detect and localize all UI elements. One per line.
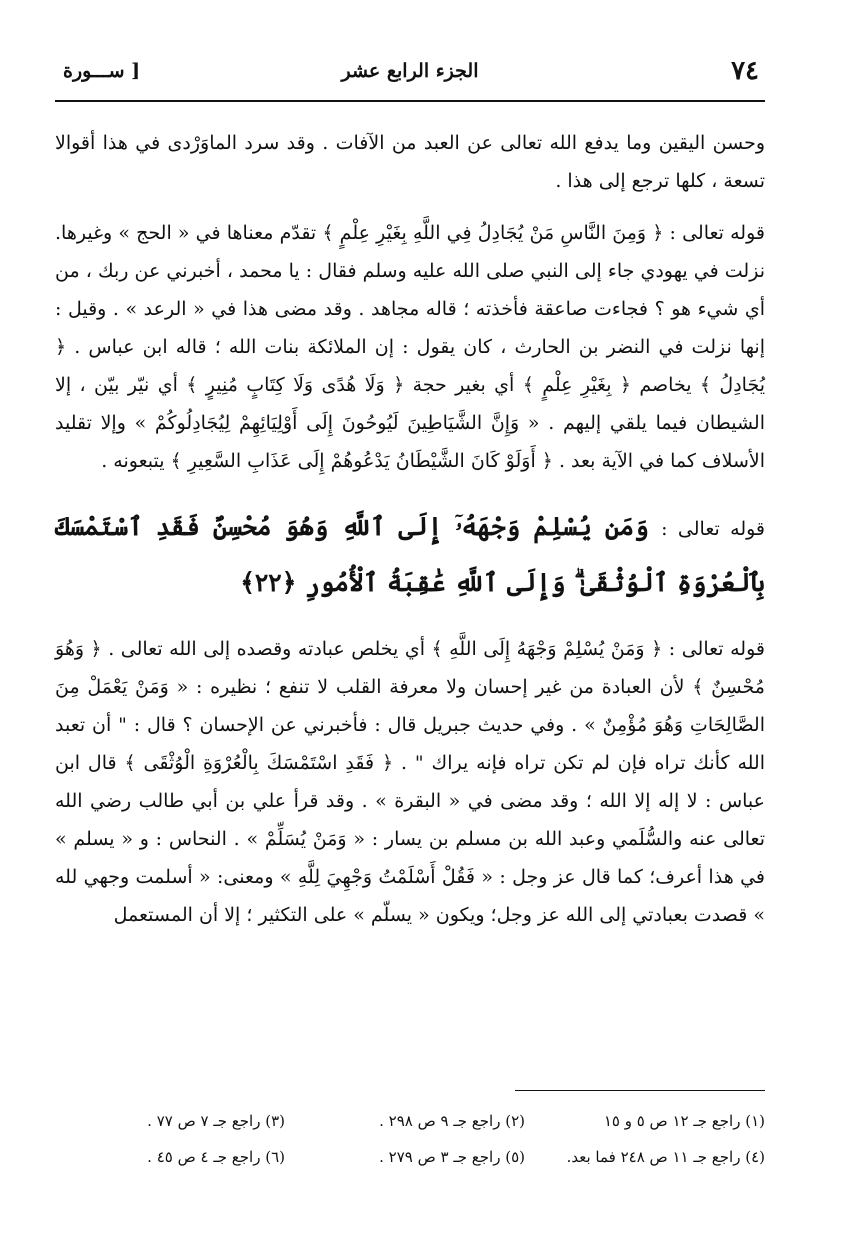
page-header — [55, 50, 765, 102]
paragraph-intro: وحسن اليقين وما يدفع الله تعالى عن العبد من الآفات . وقد سرد الماوَرْدى في هذا أقوالا تسعة ، كلها ترجع إلى هذا . — [55, 132, 765, 192]
footnote-6: (٦) راجع جـ ٤ ص ٤٥ . — [147, 1148, 285, 1166]
book-page — [55, 50, 765, 1200]
verse-text: وَمَن يُسْلِمْ وَجْهَهُۥٓ إِلَى ٱللَّهِ وَهُوَ مُحْسِنٌ فَقَدِ ٱسْتَمْسَكَ بِٱلْعُرْوَةِ ٱلْوُثْقَىٰ ۗ وَإِلَى ٱللَّهِ عَٰقِبَةُ ٱلْأُمُورِ ﴿٢٢﴾ — [55, 512, 765, 597]
paragraph-commentary-verse-20: قوله تعالى : ﴿ وَمِنَ النَّاسِ مَنْ يُجَادِلُ فِي اللَّهِ بِغَيْرِ عِلْمٍ ﴾ تقدّم معناها في « الحج » وغيرها. نزلت في يهودي جاء إلى النبي صلى الله عليه وسلم فقال : يا محمد ، أخبرني عن ربك ، من أي شيء هو ؟ فجاءت صاعقة فأخذته ؛ قاله مجاهد . وقد مضى هذا في « الرعد » . وقيل : إنها نزلت في النضر بن الحارث ، كان يقول : إن الملائكة بنات الله ؛ قاله ابن عباس . ﴿ يُجَادِلُ ﴾ يخاصم ﴿ بِغَيْرِ عِلْمٍ ﴾ أي بغير حجة ﴿ وَلَا هُدًى وَلَا كِتَابٍ مُنِيرٍ ﴾ أي نيّر بيّن ، إلا الشيطان فيما يلقي إليهم . « وَإِنَّ الشَّيَاطِينَ لَيُوحُونَ إِلَى أَوْلِيَائِهِمْ لِيُجَادِلُوكُمْ » وإلا تقليد الأسلاف كما في الآية بعد . ﴿ أَوَلَوْ كَانَ الشَّيْطَانُ يَدْعُوهُمْ إِلَى عَذَابِ السَّعِيرِ ﴾ يتبعونه . — [55, 222, 765, 472]
footnote-2: (٢) راجع جـ ٩ ص ٢٩٨ . — [379, 1112, 525, 1130]
footnote-3: (٣) راجع جـ ٧ ص ٧٧ . — [147, 1112, 285, 1130]
surah-label: [ ســـورة — [63, 60, 141, 82]
footnote-5: (٥) راجع جـ ٣ ص ٢٧٩ . — [379, 1148, 525, 1166]
body-text — [55, 124, 765, 934]
quran-verse — [55, 500, 765, 610]
footnote-1: (١) راجع جـ ١٢ ص ٥ و ١٥ — [603, 1112, 765, 1130]
footnote-divider — [515, 1090, 765, 1091]
part-title: الجزء الرابع عشر — [341, 60, 479, 82]
footnote-4: (٤) راجع جـ ١١ ص ٢٤٨ فما بعد. — [566, 1148, 765, 1166]
paragraph-commentary-verse-22: قوله تعالى : ﴿ وَمَنْ يُسْلِمْ وَجْهَهُ إِلَى اللَّهِ ﴾ أي يخلص عبادته وقصده إلى الله تعالى . ﴿ وَهُوَ مُحْسِنٌ ﴾ لأن العبادة من غير إحسان ولا معرفة القلب لا تنفع ؛ نظيره : « وَمَنْ يَعْمَلْ مِنَ الصَّالِحَاتِ وَهُوَ مُؤْمِنٌ » . وفي حديث جبريل قال : فأخبرني عن الإحسان ؟ قال : " أن تعبد الله كأنك تراه فإن لم تكن تراه فإنه يراك " . ﴿ فَقَدِ اسْتَمْسَكَ بِالْعُرْوَةِ الْوُثْقَى ﴾ قال ابن عباس : لا إله إلا الله ؛ وقد مضى في « البقرة » . وقد قرأ علي بن أبي طالب رضي الله تعالى عنه والسُّلَمي وعبد الله بن مسلم بن يسار : « وَمَنْ يُسَلِّمْ » . النحاس : و « يسلم » في هذا أعرف؛ كما قال عز وجل : « فَقُلْ أَسْلَمْتُ وَجْهِيَ لِلَّهِ » ومعنى: « أسلمت وجهي لله » قصدت بعبادتي إلى الله عز وجل؛ ويكون « يسلّم » على التكثير ؛ إلا أن المستعمل — [55, 638, 765, 926]
footnotes — [55, 1110, 765, 1168]
page-number: ٧٤ — [731, 56, 759, 86]
verse-lead: قوله تعالى : — [661, 518, 766, 540]
